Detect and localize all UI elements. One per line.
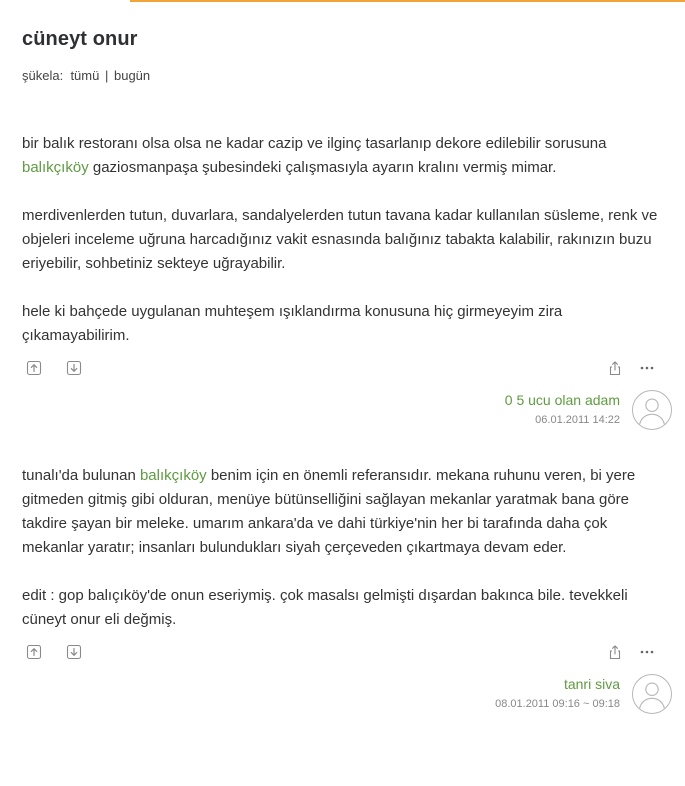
entry: [22, 132, 672, 372]
entry-paragraph: hele ki bahçede uygulanan muhteşem ışıklandırma konusuna hiç girmeyeyim zira çıkamayabilirim.: [22, 303, 563, 344]
entry-date[interactable]: 08.01.2011 09:16 ~ 09:18: [495, 698, 620, 710]
avatar-placeholder-icon[interactable]: [632, 674, 672, 714]
share-icon[interactable]: [607, 360, 623, 376]
topic-filters: [22, 68, 150, 83]
avatar-placeholder-icon[interactable]: [632, 390, 672, 430]
entry-author-block: [372, 390, 672, 434]
downvote-icon[interactable]: [66, 644, 82, 660]
entry-date[interactable]: 06.01.2011 14:22: [535, 414, 620, 426]
share-icon[interactable]: [607, 644, 623, 660]
filter-prefix: şükela:: [22, 68, 64, 83]
topic-title[interactable]: cüneyt onur: [22, 28, 138, 50]
entry-paragraph: tunalı'da bulunan balıkçıköy benim için en önemli referansıdır. mekana ruhunu veren, bi yere gitmeden gitmiş gibi olduran, menüye bütünselliğini sağlayan mekanlar yaratmak bana göre takdire şayan bir meleke. umarım ankara'da ve dahi türkiye'nin her bi tarafında daha çok mekanlar yaratır; insanları bulundukları siyah çerçeveden çıkartmaya devam eder.: [22, 467, 636, 556]
top-accent-bar: [130, 0, 685, 2]
downvote-icon[interactable]: [66, 360, 82, 376]
more-icon[interactable]: [639, 360, 655, 376]
author-name[interactable]: tanri siva: [563, 676, 620, 692]
filter-all-link[interactable]: tümü: [70, 68, 100, 83]
author-name[interactable]: 0 5 ucu olan adam: [504, 392, 620, 408]
upvote-icon[interactable]: [26, 644, 42, 660]
upvote-icon[interactable]: [26, 360, 42, 376]
entry-link[interactable]: balıkçıköy: [139, 467, 207, 484]
entry-paragraph: edit : gop balıçıköy'de onun eseriymiş. çok masalsı gelmişti dışardan bakınca bile. tevekkeli cüneyt onur eli değmiş.: [22, 587, 628, 628]
filter-today-link[interactable]: bugün: [113, 68, 151, 83]
entry-paragraph: merdivenlerden tutun, duvarlara, sandalyelerden tutun tavana kadar kullanılan süsleme, renk ve objeleri inceleme uğruna harcadığınız vakit esnasında balığınız tabakta kalabilir, rakınızın buzu eriyebilir, sohbetiniz sekteye uğrayabilir.: [22, 207, 658, 272]
more-icon[interactable]: [639, 644, 655, 660]
filter-separator: |: [104, 68, 109, 83]
entry-paragraph: bir balık restoranı olsa olsa ne kadar cazip ve ilginç tasarlanıp dekore edilebilir sorusuna balıkçıköy gaziosmanpaşa şubesindeki çalışmasıyla ayarın kralını vermiş mimar.: [22, 135, 607, 176]
entry-actions: [22, 644, 672, 664]
entry-link[interactable]: balıkçıköy: [22, 159, 89, 176]
entry-actions: [22, 360, 672, 380]
entry: [22, 464, 672, 656]
entry-author-block: [372, 674, 672, 718]
